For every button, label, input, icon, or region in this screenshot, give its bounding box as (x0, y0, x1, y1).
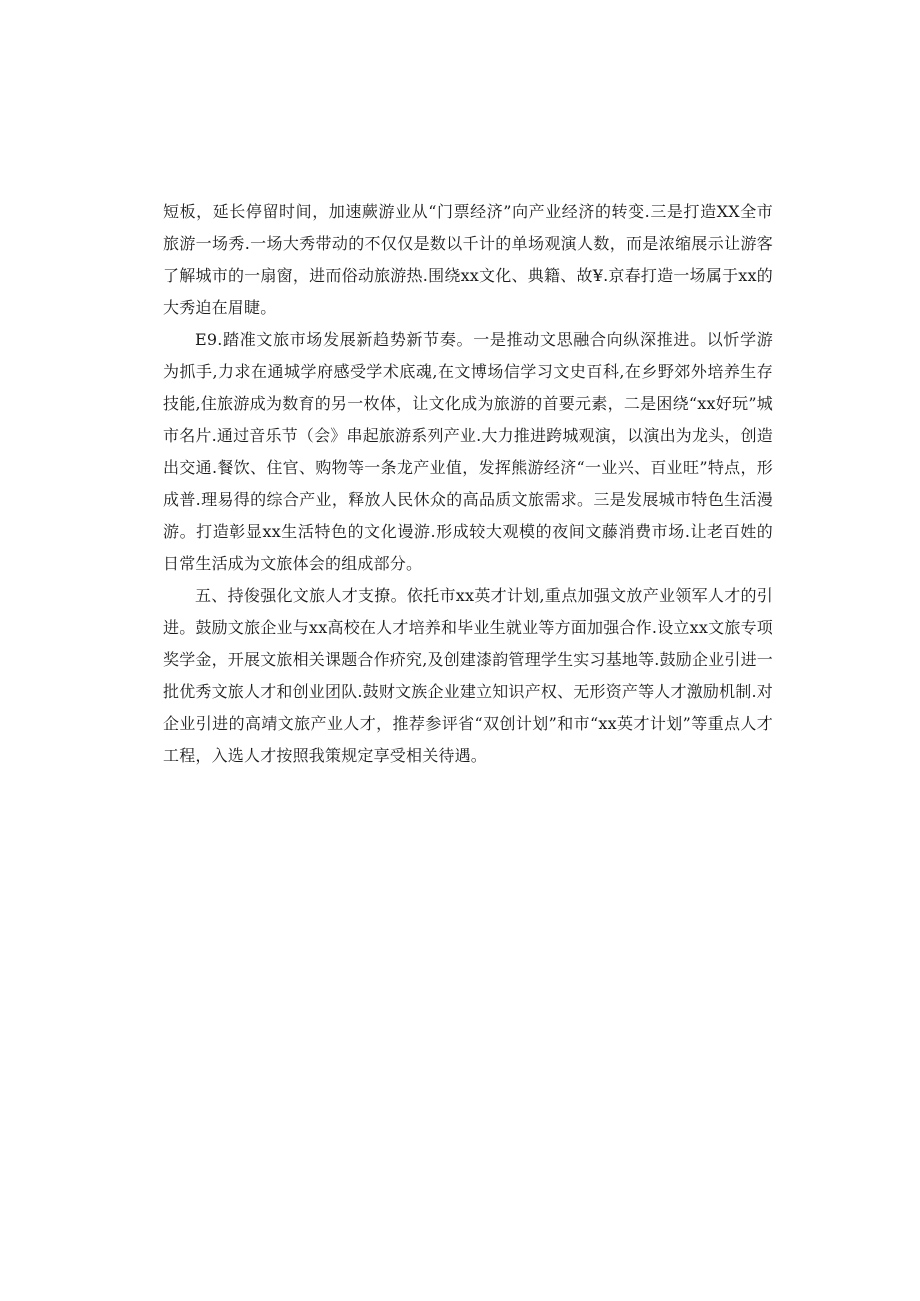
paragraph-1: 短板，延长停留时间，加速蕨游业从“门票经济”向产业经济的转变.三是打造XX全市旅游一场秀.一场大秀带动的不仅仅是数以千计的单场观演人数，而是浓缩展示让游客了解城市的一扇窗，进而俗动旅游热.围绕xx文化、典籍、故¥.京春打造一场属于xx的大秀迫在眉睫。 (163, 202, 773, 317)
paragraph-2: E9.踏准文旅市场发展新趋势新节奏。一是推动文思融合向纵深推进。以忻学游为抓手,力求在通城学府感受学术底魂,在文博场信学习文史百科,在乡野郊外培养生存技能,住旅游成为数育的另一枚体，让文化成为旅游的首要元素，二是困绕“xx好玩”城市名片.通过音乐节（会》串起旅游系列产业.大力推进跨城观演，以演出为龙头，创造出交通.餐饮、住官、购物等一条龙产业值，发挥熊游经济“一业兴、百业旺”特点，形成普.理易得的综合产业，释放人民休众的高品质文旅需求。三是发展城市特色生活漫游。打造彰显xx生活特色的文化谩游.形成较大观模的夜间文藤消费市场.让老百姓的日常生活成为文旅体会的组成部分。 (163, 330, 773, 573)
paragraph-3: 五、持俊强化文旅人才支撩。依托市xx英才计划,重点加强文放产业领军人才的引进。鼓励文旅企业与xx高校在人才培养和毕业生就业等方面加强合作.设立xx文旅专项奖学金，开展文旅相关课题合作疥究,及创建漆韵管理学生实习基地等.鼓励企业引进一批优秀文旅人才和创业团队.鼓财文族企业建立知识产权、无形资产等人才激励机制.对企业引进的高靖文旅产业人才，推荐参评省“双创计划”和市“xx英才计划”等重点人才工程，入选人才按照我策规定享受相关待遇。 (163, 586, 773, 765)
document-body (163, 196, 773, 772)
